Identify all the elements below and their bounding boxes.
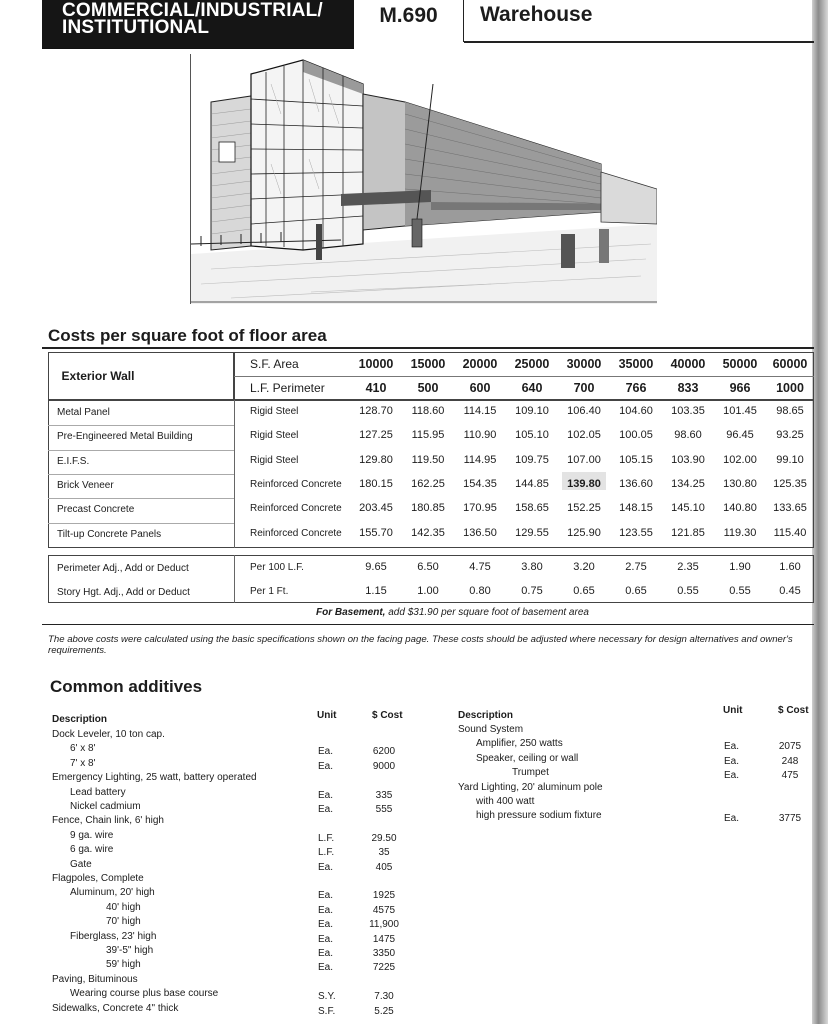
additive-left-cost-18: 7.30 — [374, 991, 394, 1003]
additive-left-18: Wearing course plus base course — [70, 988, 219, 1000]
cost-2-2: 114.95 — [463, 453, 497, 466]
adjustment-1-8: 0.45 — [779, 585, 801, 597]
additive-left-6: Fence, Chain link, 6' high — [52, 815, 164, 827]
adjustments-divider — [234, 555, 235, 603]
cost-1-7: 96.45 — [726, 429, 754, 442]
cost-3-6: 134.25 — [671, 477, 705, 490]
additive-left-1: 6' x 8' — [70, 743, 96, 755]
sf-area-4: 30000 — [566, 357, 602, 371]
cost-4-7: 140.80 — [723, 502, 757, 515]
adjustment-0-4: 3.20 — [573, 561, 595, 573]
additive-left-cost-16: 7225 — [372, 962, 396, 974]
lf-perimeter-5: 766 — [625, 381, 647, 395]
cost-3-8: 125.35 — [773, 477, 807, 490]
additive-left-unit-14: Ea. — [318, 933, 334, 945]
additive-left-17: Paving, Bituminous — [52, 973, 138, 985]
building-type-title: Warehouse — [480, 3, 593, 26]
cost-1-0: 127.25 — [359, 429, 393, 442]
additive-left-10: Flagpoles, Complete — [52, 873, 144, 884]
additive-left-cost-13: 11,900 — [369, 919, 399, 931]
adjustment-1-4: 0.65 — [573, 585, 595, 597]
row-separator — [48, 450, 234, 451]
cost-0-7: 101.45 — [723, 405, 757, 417]
additive-right-2: Speaker, ceiling or wall — [476, 752, 579, 764]
lf-perimeter-3: 640 — [521, 381, 543, 395]
additive-left-cost-19: 5.25 — [374, 1005, 394, 1017]
additive-left-cost-4: 335 — [375, 789, 393, 801]
lf-perimeter-0: 410 — [365, 381, 387, 395]
cost-3-5: 136.60 — [619, 477, 653, 490]
additive-left-8: 6 ga. wire — [70, 844, 114, 856]
adjustment-0-8: 1.60 — [779, 561, 801, 573]
cost-4-3: 158.65 — [515, 502, 549, 515]
adjustment-unit-1: Per 1 Ft. — [250, 586, 289, 597]
cost-3-2: 154.35 — [463, 477, 497, 490]
additive-right-0: Sound System — [458, 724, 524, 735]
additive-left-unit-18: S.Y. — [318, 991, 336, 1003]
adjustment-1-0: 1.15 — [365, 585, 387, 597]
additive-left-11: Aluminum, 20' high — [70, 887, 155, 899]
cost-5-2: 136.50 — [463, 526, 497, 539]
warehouse-illustration — [190, 54, 657, 304]
cost-1-4: 102.05 — [567, 429, 601, 442]
additive-left-cost-11: 1925 — [372, 890, 396, 902]
additive-left-unit-15: Ea. — [318, 948, 334, 959]
cost-0-6: 103.35 — [671, 405, 705, 417]
cost-rows-divider — [234, 400, 235, 548]
cost-2-1: 119.50 — [411, 453, 445, 466]
additives-section-title: Common additives — [50, 677, 203, 696]
cost-0-0: 128.70 — [359, 405, 393, 417]
sf-area-2: 20000 — [462, 357, 498, 371]
cost-4-2: 170.95 — [463, 502, 497, 515]
cost-2-8: 99.10 — [776, 453, 804, 466]
cost-5-0: 155.70 — [359, 526, 393, 539]
cost-5-5: 123.55 — [619, 526, 653, 539]
adjustment-unit-0: Per 100 L.F. — [250, 562, 304, 573]
additive-left-cost-9: 405 — [375, 861, 393, 873]
cost-1-1: 115.95 — [411, 429, 445, 442]
additive-right-1: Amplifier, 250 watts — [476, 738, 563, 750]
cost-2-5: 105.15 — [619, 453, 653, 466]
wall-type-3: Brick Veneer — [57, 479, 114, 491]
additive-left-19: Sidewalks, Concrete 4" thick — [52, 1002, 179, 1014]
cost-2-3: 109.75 — [515, 453, 549, 466]
cost-footnote: The above costs were calculated using the basic specifications shown on the facing page. These costs should be adjusted where necessary for design alternatives and owner's requirements. — [48, 634, 793, 656]
basement-note-text: add $31.90 per square foot of basement area — [388, 607, 589, 618]
sf-area-5: 35000 — [618, 357, 654, 371]
additive-left-cost-5: 555 — [375, 804, 393, 815]
lf-perimeter-6: 833 — [677, 381, 699, 395]
cost-2-6: 103.90 — [671, 453, 705, 466]
model-code: M.690 — [354, 0, 464, 42]
cost-3-3: 144.85 — [515, 477, 549, 490]
additive-left-unit-7: L.F. — [318, 832, 335, 844]
cost-4-6: 145.10 — [671, 502, 705, 515]
additive-left-16: 59' high — [106, 959, 141, 971]
lf-perimeter-8: 1000 — [776, 381, 804, 395]
sf-area-1: 15000 — [410, 357, 446, 371]
wall-type-5: Tilt-up Concrete Panels — [57, 528, 162, 540]
additive-left-unit-1: Ea. — [318, 746, 334, 758]
adjustment-1-6: 0.55 — [677, 585, 699, 597]
left-unit-header: Unit — [317, 710, 337, 721]
additive-left-cost-7: 29.50 — [371, 832, 397, 844]
additive-right-unit-2: Ea. — [724, 755, 740, 767]
cost-1-5: 100.05 — [619, 429, 653, 442]
wall-type-1: Pre-Engineered Metal Building — [57, 431, 193, 443]
additive-left-0: Dock Leveler, 10 ton cap. — [52, 729, 165, 740]
costs-title-rule — [42, 347, 814, 349]
sf-area-0: 10000 — [358, 357, 394, 371]
adjustment-0-6: 2.35 — [677, 561, 699, 573]
cost-1-8: 93.25 — [776, 429, 804, 442]
cost-5-3: 129.55 — [515, 526, 549, 539]
cost-2-4: 107.00 — [567, 453, 601, 466]
additive-left-15: 39'-5" high — [106, 945, 154, 956]
sf-area-label: S.F. Area — [250, 357, 299, 371]
cost-2-0: 129.80 — [359, 453, 393, 466]
adjustment-0-1: 6.50 — [417, 561, 439, 573]
cost-4-1: 180.85 — [411, 502, 445, 515]
additive-left-9: Gate — [70, 858, 92, 870]
adjustment-0-5: 2.75 — [625, 561, 647, 573]
additive-right-6: high pressure sodium fixture — [476, 810, 602, 822]
adjustment-label-0: Perimeter Adj., Add or Deduct — [57, 563, 189, 574]
adjustment-0-3: 3.80 — [521, 561, 543, 573]
adjustment-0-7: 1.90 — [729, 561, 751, 573]
cost-4-0: 203.45 — [359, 502, 393, 515]
adjustment-label-1: Story Hgt. Adj., Add or Deduct — [57, 587, 190, 598]
adjustment-1-7: 0.55 — [729, 585, 751, 597]
cost-5-7: 119.30 — [723, 526, 757, 539]
adjustment-1-1: 1.00 — [417, 585, 439, 597]
additive-left-unit-9: Ea. — [318, 861, 334, 873]
frame-type-1: Rigid Steel — [250, 430, 299, 442]
right-description-header: Description — [458, 710, 514, 721]
adjustment-0-2: 4.75 — [469, 561, 491, 573]
cost-4-5: 148.15 — [619, 502, 653, 515]
sf-area-3: 25000 — [514, 357, 550, 371]
additive-left-unit-4: Ea. — [318, 789, 334, 801]
cost-3-7: 130.80 — [723, 477, 757, 490]
category-line-2: INSTITUTIONAL — [62, 17, 210, 38]
table-bottom-rule — [42, 624, 814, 625]
category-line-1: COMMERCIAL/INDUSTRIAL/ — [62, 0, 323, 21]
additive-right-unit-1: Ea. — [724, 741, 740, 753]
adjustment-1-5: 0.65 — [625, 585, 647, 597]
additive-left-14: Fiberglass, 23' high — [70, 930, 157, 942]
frame-type-3: Reinforced Concrete — [250, 478, 342, 490]
lf-perimeter-2: 600 — [469, 381, 491, 395]
additive-left-unit-11: Ea. — [318, 890, 334, 902]
row-separator — [48, 425, 234, 426]
additive-right-cost-1: 2075 — [778, 741, 802, 753]
exterior-wall-header: Exterior Wall — [61, 369, 135, 383]
additive-left-unit-5: Ea. — [318, 804, 334, 815]
cost-2-7: 102.00 — [723, 453, 757, 466]
additive-left-2: 7' x 8' — [70, 757, 96, 769]
additive-right-cost-3: 475 — [781, 770, 799, 782]
additive-left-12: 40' high — [106, 901, 141, 913]
left-cost-header: $ Cost — [372, 710, 403, 721]
cost-4-8: 133.65 — [773, 502, 807, 515]
additive-left-cost-1: 6200 — [372, 746, 396, 758]
additive-left-cost-14: 1475 — [372, 933, 396, 945]
additive-left-unit-16: Ea. — [318, 962, 334, 974]
cost-0-4: 106.40 — [567, 405, 601, 417]
cost-3-4: 139.80 — [567, 477, 601, 490]
header-rule — [464, 41, 814, 43]
additive-left-unit-12: Ea. — [318, 904, 334, 916]
cost-0-2: 114.15 — [463, 405, 497, 417]
sf-area-8: 60000 — [772, 357, 808, 371]
additive-right-unit-6: Ea. — [724, 813, 740, 825]
additive-left-3: Emergency Lighting, 25 watt, battery operated — [52, 772, 257, 784]
wall-type-2: E.I.F.S. — [57, 455, 90, 467]
additive-left-4: Lead battery — [70, 786, 126, 798]
cost-5-1: 142.35 — [411, 526, 445, 539]
additive-left-cost-15: 3350 — [372, 948, 396, 959]
right-unit-header: Unit — [723, 705, 743, 716]
sf-area-7: 50000 — [722, 357, 758, 371]
additive-right-3: Trumpet — [512, 767, 549, 779]
additive-left-13: 70' high — [106, 916, 141, 928]
additive-left-unit-19: S.F. — [318, 1005, 336, 1017]
cost-0-3: 109.10 — [515, 405, 549, 417]
basement-note — [316, 607, 589, 618]
cost-3-1: 162.25 — [411, 477, 445, 490]
row-separator — [48, 474, 234, 475]
additive-right-cost-6: 3775 — [778, 813, 802, 825]
adjustment-1-2: 0.80 — [469, 585, 491, 597]
right-cost-header: $ Cost — [778, 705, 809, 716]
costs-section-title: Costs per square foot of floor area — [48, 326, 327, 345]
cost-0-1: 118.60 — [411, 405, 445, 417]
sf-area-6: 40000 — [670, 357, 706, 371]
additive-left-unit-2: Ea. — [318, 760, 334, 772]
adjustment-1-3: 0.75 — [521, 585, 543, 597]
cost-5-4: 125.90 — [567, 526, 601, 539]
additive-right-4: Yard Lighting, 20' aluminum pole — [458, 781, 603, 793]
cost-1-2: 110.90 — [463, 429, 497, 442]
row-separator — [48, 498, 234, 499]
cost-5-8: 115.40 — [773, 526, 807, 539]
cost-1-6: 98.60 — [674, 429, 702, 442]
wall-type-4: Precast Concrete — [57, 504, 135, 516]
row-separator — [48, 523, 234, 524]
left-description-header: Description — [52, 714, 108, 725]
lf-perimeter-4: 700 — [573, 381, 595, 395]
additive-left-unit-8: L.F. — [318, 847, 335, 859]
additive-left-cost-12: 4575 — [372, 904, 396, 916]
additive-right-unit-3: Ea. — [724, 770, 740, 782]
frame-type-4: Reinforced Concrete — [250, 503, 342, 515]
area-perimeter-divider — [234, 376, 814, 377]
additive-left-unit-13: Ea. — [318, 919, 334, 931]
banner-underline — [42, 48, 354, 49]
cost-0-8: 98.65 — [776, 405, 804, 417]
additive-left-7: 9 ga. wire — [70, 829, 114, 841]
cost-0-5: 104.60 — [619, 405, 653, 417]
frame-type-5: Reinforced Concrete — [250, 527, 342, 539]
lf-perimeter-label: L.F. Perimeter — [250, 381, 325, 395]
cost-3-0: 180.15 — [359, 477, 393, 490]
wall-type-0: Metal Panel — [57, 407, 110, 418]
adjustment-0-0: 9.65 — [365, 561, 387, 573]
lf-perimeter-1: 500 — [417, 381, 439, 395]
basement-note-prefix: For Basement, — [316, 607, 386, 618]
page-edge — [812, 0, 828, 1024]
frame-type-0: Rigid Steel — [250, 406, 299, 417]
cost-5-6: 121.85 — [671, 526, 705, 539]
additive-left-cost-8: 35 — [378, 847, 390, 859]
additive-right-5: with 400 watt — [476, 796, 535, 807]
cost-1-3: 105.10 — [515, 429, 549, 442]
cost-4-4: 152.25 — [567, 502, 601, 515]
category-banner — [42, 0, 354, 48]
frame-type-2: Rigid Steel — [250, 454, 299, 466]
additive-left-5: Nickel cadmium — [70, 801, 141, 812]
additive-left-cost-2: 9000 — [372, 760, 396, 772]
lf-perimeter-7: 966 — [729, 381, 751, 395]
additive-right-cost-2: 248 — [781, 755, 799, 767]
